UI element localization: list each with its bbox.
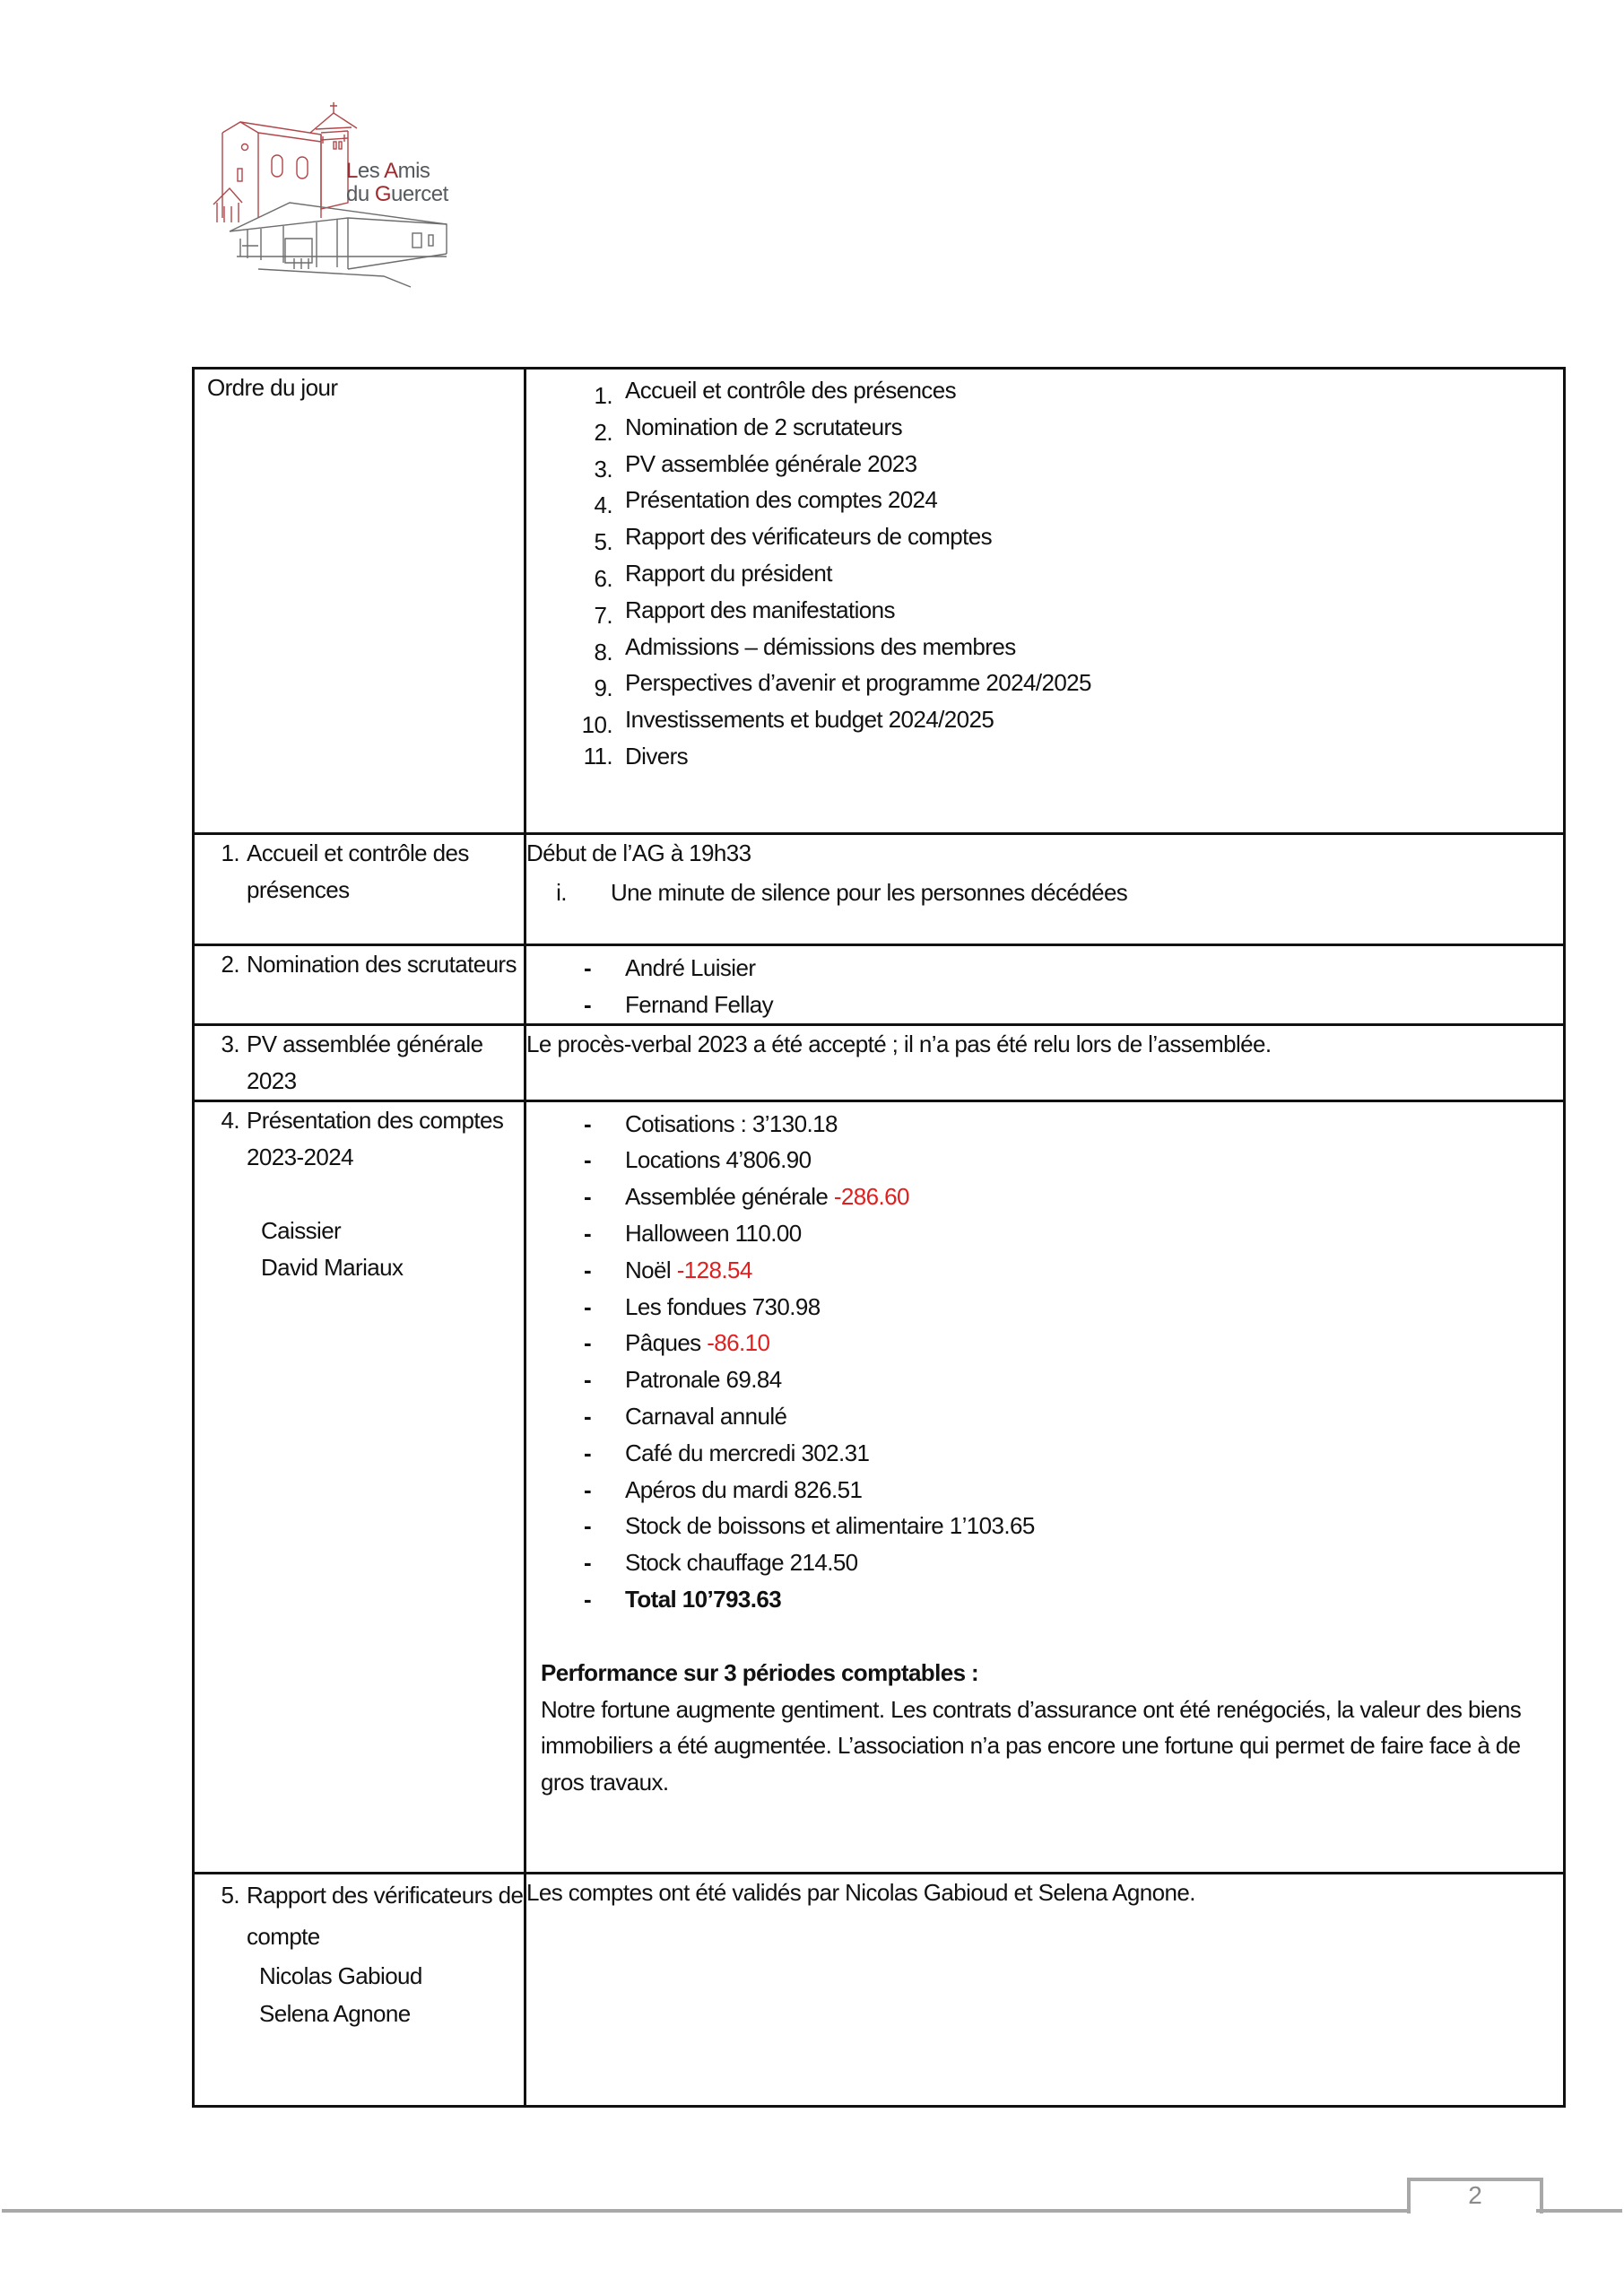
account-total: - Total 10’793.63 xyxy=(583,1585,782,1613)
account-item: - Apéros du mardi 826.51 xyxy=(583,1475,863,1503)
account-item: - Noël -128.54 xyxy=(583,1256,752,1283)
section-3-content xyxy=(525,1024,1565,1100)
accounts-list xyxy=(526,1106,1549,1618)
minutes-approval-text: Le procès-verbal 2023 a été accepté ; il n’a pas été relu lors de l’assemblée. xyxy=(526,1030,1272,1057)
negative-amount: -286.60 xyxy=(833,1183,909,1211)
account-item: - Patronale 69.84 xyxy=(583,1366,782,1394)
negative-amount: -128.54 xyxy=(676,1256,752,1283)
auditor-name: Selena Agnone xyxy=(259,1999,411,2027)
account-item: - Halloween 110.00 xyxy=(583,1219,802,1247)
agenda-item: 10. Investissements et budget 2024/2025 xyxy=(581,706,994,739)
audit-validation-text: Les comptes ont été validés par Nicolas Gabioud et Selena Agnone. xyxy=(526,1878,1195,1906)
auditor-name: Nicolas Gabioud xyxy=(259,1961,422,1989)
section-4-title-cell xyxy=(194,1100,525,1873)
logo-line-2: du Guercet xyxy=(346,182,448,206)
account-item: - Carnaval annulé xyxy=(583,1402,787,1430)
negative-amount: -86.10 xyxy=(707,1329,770,1357)
section-5-content xyxy=(525,1873,1565,2106)
section-4-content xyxy=(525,1100,1565,1873)
section-5-title: 5. Rapport des vérificateurs de compte xyxy=(221,1881,524,1950)
section-1-content xyxy=(525,834,1565,945)
performance-heading: Performance sur 3 périodes comptables : xyxy=(541,1658,979,1686)
scrutineer-list xyxy=(526,950,1563,1023)
footer-rule xyxy=(2,2209,1410,2213)
meeting-start-time: Début de l’AG à 19h33 xyxy=(526,839,751,866)
account-item: - Cotisations : 3’130.18 xyxy=(583,1109,838,1137)
footer-rule xyxy=(1536,2209,1622,2213)
agenda-item: 4. Présentation des comptes 2024 xyxy=(594,486,938,519)
section-1-title-cell xyxy=(194,834,525,945)
account-item: - Stock de boissons et alimentaire 1’103.65 xyxy=(583,1512,1035,1540)
account-item: - Locations 4’806.90 xyxy=(583,1146,812,1174)
agenda-item: 7. Rapport des manifestations xyxy=(594,596,895,629)
performance-text: Notre fortune augmente gentiment. Les contrats d’assurance ont été renégociés, la valeur des biens immobiliers a été augmentée. L’association n’a pas encore une fortune qui permet de faire face à de gros travaux. xyxy=(541,1695,1522,1796)
section-2-title-cell xyxy=(194,945,525,1025)
agenda-label-cell xyxy=(194,369,525,834)
account-item: - Assemblée générale -286.60 xyxy=(583,1183,909,1211)
scrutineer-item: - Fernand Fellay xyxy=(583,990,774,1018)
silence-item: i. Une minute de silence pour les personnes décédées xyxy=(556,879,1128,906)
section-3-title: 3. PV assemblée générale 2023 xyxy=(221,1030,483,1094)
account-item: - Café du mercredi 302.31 xyxy=(583,1439,870,1466)
agenda-item: 2. Nomination de 2 scrutateurs xyxy=(594,413,902,446)
agenda-row xyxy=(194,369,1565,834)
page-number: 2 xyxy=(1468,2181,1482,2209)
account-item: - Stock chauffage 214.50 xyxy=(583,1549,858,1577)
logo-line-1: Les Amis xyxy=(346,159,430,183)
agenda-item: 11. Divers xyxy=(583,742,689,770)
section-1-title: 1. Accueil et contrôle des présences xyxy=(221,839,469,903)
section-1-row xyxy=(194,834,1565,945)
agenda-item: 3. PV assemblée générale 2023 xyxy=(594,449,917,483)
agenda-item: 6. Rapport du président xyxy=(594,559,832,592)
section-5-title-cell xyxy=(194,1873,525,2106)
treasurer-name: David Mariaux xyxy=(261,1253,404,1281)
agenda-item: 8. Admissions – démissions des membres xyxy=(594,632,1016,665)
agenda-item: 9. Perspectives d’avenir et programme 2024/2025 xyxy=(594,669,1091,702)
section-3-row xyxy=(194,1024,1565,1100)
section-2-title: 2. Nomination des scrutateurs xyxy=(221,951,517,978)
agenda-item: 1. Accueil et contrôle des présences xyxy=(594,377,956,409)
account-item: - Les fondues 730.98 xyxy=(583,1292,821,1320)
agenda-item: 5. Rapport des vérificateurs de comptes xyxy=(594,523,993,556)
section-3-title-cell xyxy=(194,1024,525,1100)
section-4-title: 4. Présentation des comptes 2023-2024 xyxy=(221,1106,504,1170)
section-2-content xyxy=(525,945,1565,1025)
section-4-row xyxy=(194,1100,1565,1873)
agenda-list-cell xyxy=(525,369,1565,834)
treasurer-role: Caissier xyxy=(261,1216,342,1244)
agenda-label: Ordre du jour xyxy=(207,374,338,401)
section-2-row xyxy=(194,945,1565,1025)
agenda-list xyxy=(526,372,1563,775)
section-5-row xyxy=(194,1873,1565,2106)
scrutineer-item: - André Luisier xyxy=(583,954,756,981)
logo-wordmark xyxy=(346,160,448,206)
account-item: - Pâques -86.10 xyxy=(583,1329,770,1357)
minutes-table xyxy=(192,367,1566,2108)
